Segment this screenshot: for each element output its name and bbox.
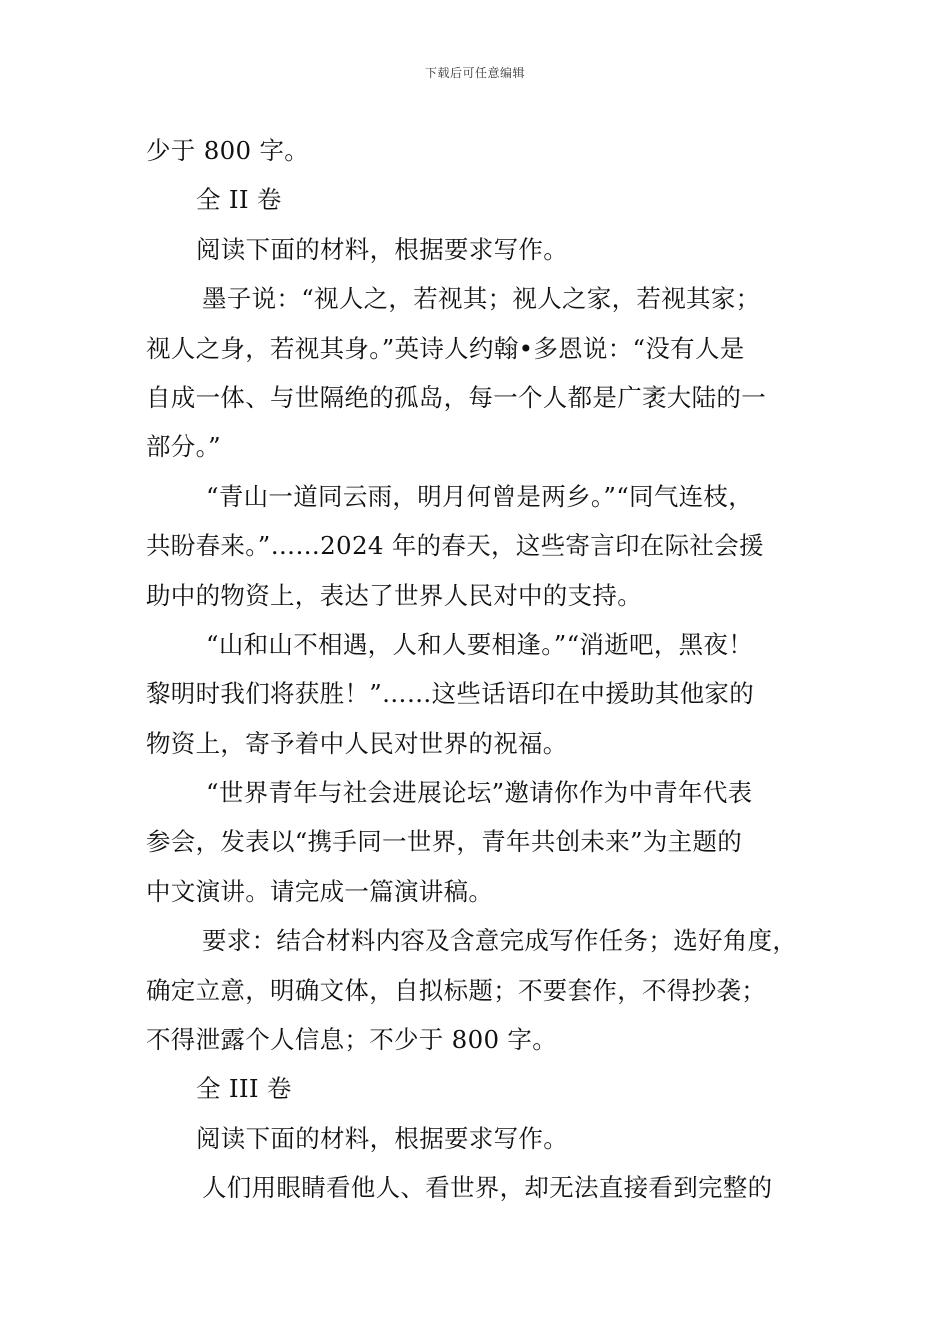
section-heading: 全 III 卷 bbox=[196, 1074, 292, 1104]
text-line: 参会，发表以“携手同一世界，青年共创未来”为主题的 bbox=[146, 827, 743, 857]
text-line: 自成一体、与世隔绝的孤岛，每一个人都是广袤大陆的一 bbox=[146, 382, 766, 412]
requirement-line: 要求：结合材料内容及含意完成写作任务；选好角度， bbox=[202, 926, 798, 956]
text-line: “山和山不相遇，人和人要相逢。”“消逝吧，黑夜！ bbox=[206, 629, 754, 659]
text-line: 墨子说：“视人之，若视其；视人之家，若视其家； bbox=[202, 284, 761, 314]
instruction-line: 阅读下面的材料，根据要求写作。 bbox=[196, 234, 568, 264]
document-body bbox=[146, 126, 826, 1213]
text-line: 助中的物资上，表达了世界人民对中的支持。 bbox=[146, 580, 642, 610]
instruction-line: 阅读下面的材料，根据要求写作。 bbox=[196, 1123, 568, 1153]
text-line: 物资上，寄予着中人民对世界的祝福。 bbox=[146, 728, 568, 758]
text-line: “青山一道同云雨，明月何曾是两乡。”“同气连枝， bbox=[206, 481, 754, 511]
section-heading: 全 II 卷 bbox=[196, 185, 282, 215]
requirement-line: 不得泄露个人信息；不少于 800 字。 bbox=[146, 1025, 558, 1055]
text-line: 黎明时我们将获胜！”……这些话语印在中援助其他家的 bbox=[146, 679, 755, 709]
requirement-line: 确定立意，明确文体，自拟标题；不要套作，不得抄袭； bbox=[146, 975, 766, 1005]
text-line: 人们用眼睛看他人、看世界，却无法直接看到完整的 bbox=[202, 1173, 773, 1203]
text-line: 中文演讲。请完成一篇演讲稿。 bbox=[146, 876, 494, 906]
text-line: 视人之身，若视其身。”英诗人约翰•多恩说：“没有人是 bbox=[146, 333, 745, 363]
text-line: 部分。” bbox=[146, 432, 221, 462]
text-line: 共盼春来。”……2024 年的春天，这些寄言印在际社会援 bbox=[146, 531, 764, 561]
text-line: “世界青年与社会进展论坛”邀请你作为中青年代表 bbox=[206, 778, 753, 808]
page-header: 下载后可任意编辑 bbox=[424, 66, 525, 80]
text-line: 少于 800 字。 bbox=[146, 136, 310, 165]
